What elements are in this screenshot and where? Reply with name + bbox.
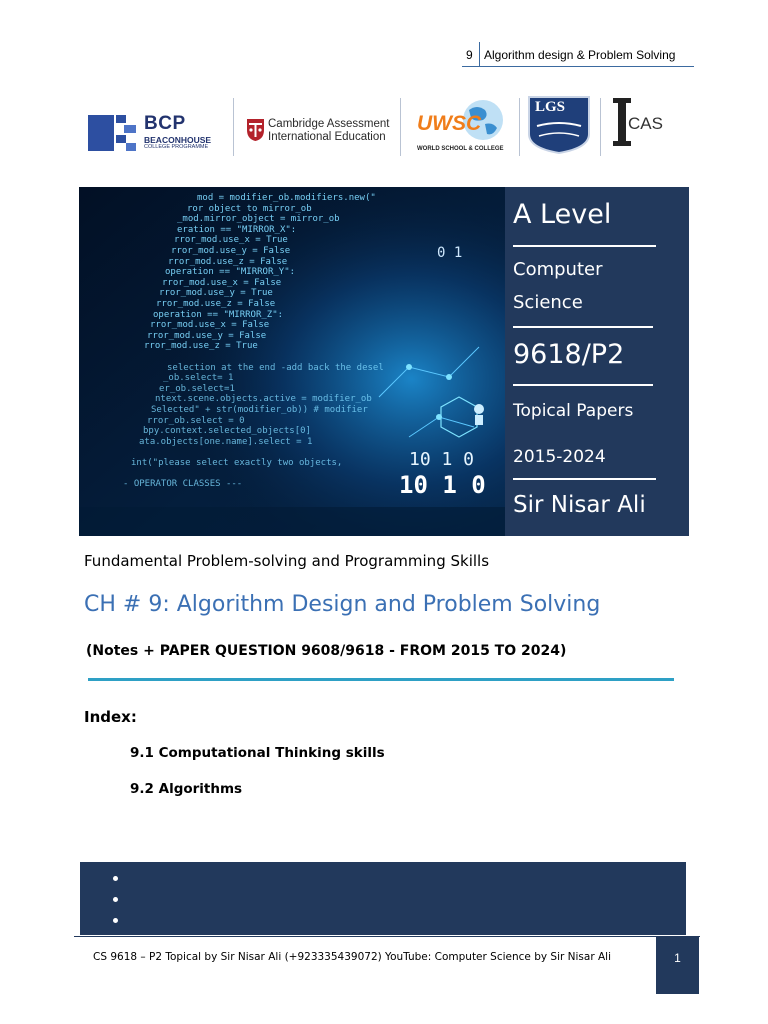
cambridge-logo-line1: Cambridge Assessment [268, 118, 390, 130]
cambridge-logo-line2: International Education [268, 131, 386, 143]
cas-logo [612, 96, 668, 148]
code-line: ror object to mirror_ob [187, 203, 312, 214]
code-line: _mod.mirror_object = mirror_ob [177, 214, 340, 225]
code-line: rror_mod.use_x = False [150, 320, 270, 331]
footer-text: CS 9618 – P2 Topical by Sir Nisar Ali (+923335439072) YouTube: Computer Science by Sir Nisar Ali [93, 951, 612, 963]
code-line: rror_ob.select = 0 [147, 415, 245, 426]
banner-digits: 0 1 [437, 245, 463, 261]
page-number-box [656, 936, 699, 994]
code-line: operation == "MIRROR_Z": [153, 309, 284, 320]
logo-divider [233, 98, 234, 156]
banner-digits: 10 1 0 [409, 449, 475, 470]
code-line: int("please select exactly two objects, [131, 458, 343, 468]
index-label: Index: [84, 708, 137, 726]
subtitle: Fundamental Problem-solving and Programming Skills [84, 552, 490, 570]
notes-line: (Notes + PAPER QUESTION 9608/9618 - FROM 2015 TO 2024) [86, 643, 567, 659]
title-panel [505, 187, 689, 536]
subject-line-1: Computer [513, 259, 603, 280]
bcp-logo-line2: COLLEGE PROGRAMME [144, 144, 209, 150]
cover-banner-image [79, 187, 505, 536]
lgs-logo-word: LGS [535, 99, 566, 115]
code-line: mod = modifier_ob.modifiers.new(" [197, 193, 376, 203]
code-line: rror_mod.use_z = True [144, 341, 258, 352]
code-line: ata.objects[one.name].select = 1 [139, 436, 313, 447]
level-title: A Level [513, 199, 612, 230]
section-rule [88, 678, 674, 681]
code-line: operation == "MIRROR_Y": [165, 267, 296, 278]
code-line: - OPERATOR CLASSES --- [123, 479, 243, 490]
page-number: 1 [674, 951, 681, 965]
code-line: rror_mod.use_x = False [162, 277, 282, 288]
title-rule [513, 326, 653, 328]
index-item: 9.2 Algorithms [130, 781, 243, 797]
code-line: rror_mod.use_y = True [159, 288, 273, 299]
code-line: _ob.select= 1 [163, 373, 234, 384]
code-line: eration == "MIRROR_X": [177, 224, 297, 235]
header-chapter-title: Algorithm design & Problem Solving [484, 48, 676, 62]
lgs-logo [527, 96, 591, 154]
year-range: 2015-2024 [513, 447, 606, 467]
cas-logo-word: CAS [628, 114, 663, 133]
bcp-logo [88, 113, 226, 153]
header-rule [462, 66, 694, 67]
author-name: Sir Nisar Ali [513, 492, 646, 518]
code-line: bpy.context.selected_objects[0] [143, 426, 311, 437]
bcp-logo-line1: BEACONHOUSE [144, 135, 212, 145]
banner-digits: 10 1 0 [399, 471, 486, 499]
logo-divider [600, 98, 601, 156]
paper-type: Topical Papers [513, 401, 634, 421]
code-line: rror_mod.use_x = True [174, 235, 288, 246]
code-line: Selected" + str(modifier_ob)) # modifier [151, 405, 368, 415]
uwsc-logo-word: UWSC [417, 112, 482, 135]
code-line: rror_mod.use_y = False [171, 246, 291, 256]
chapter-heading: CH # 9: Algorithm Design and Problem Solving [84, 592, 601, 617]
uwsc-logo [411, 96, 509, 156]
bullet-icon [113, 876, 118, 881]
subject-line-2: Science [513, 292, 583, 313]
code-line: rror_mod.use_y = False [147, 330, 267, 341]
course-code: 9618/P2 [513, 339, 625, 370]
uwsc-logo-caption: WORLD SCHOOL & COLLEGE [417, 146, 504, 152]
cambridge-logo [246, 117, 396, 147]
code-line: er_ob.select=1 [159, 383, 235, 394]
code-line: selection at the end -add back the desel [167, 362, 384, 373]
footer-rule [74, 936, 700, 937]
code-line: rror_mod.use_z = False [156, 299, 276, 309]
index-item: 9.1 Computational Thinking skills [130, 745, 385, 761]
title-rule [513, 384, 653, 386]
bullet-icon [113, 897, 118, 902]
title-rule [513, 478, 656, 480]
logo-divider [519, 98, 520, 156]
bcp-logo-word: BCP [144, 113, 186, 134]
bottom-bar [80, 862, 686, 935]
header-chapter-number: 9 [466, 48, 473, 62]
cambridge-shield-icon [246, 118, 265, 142]
bcp-mark-icon [88, 113, 140, 153]
code-line: rror_mod.use_z = False [168, 256, 288, 267]
code-line: ntext.scene.objects.active = modifier_ob [155, 394, 372, 405]
header-separator [479, 42, 480, 66]
bullet-icon [113, 918, 118, 923]
logo-divider [400, 98, 401, 156]
title-rule [513, 245, 656, 247]
